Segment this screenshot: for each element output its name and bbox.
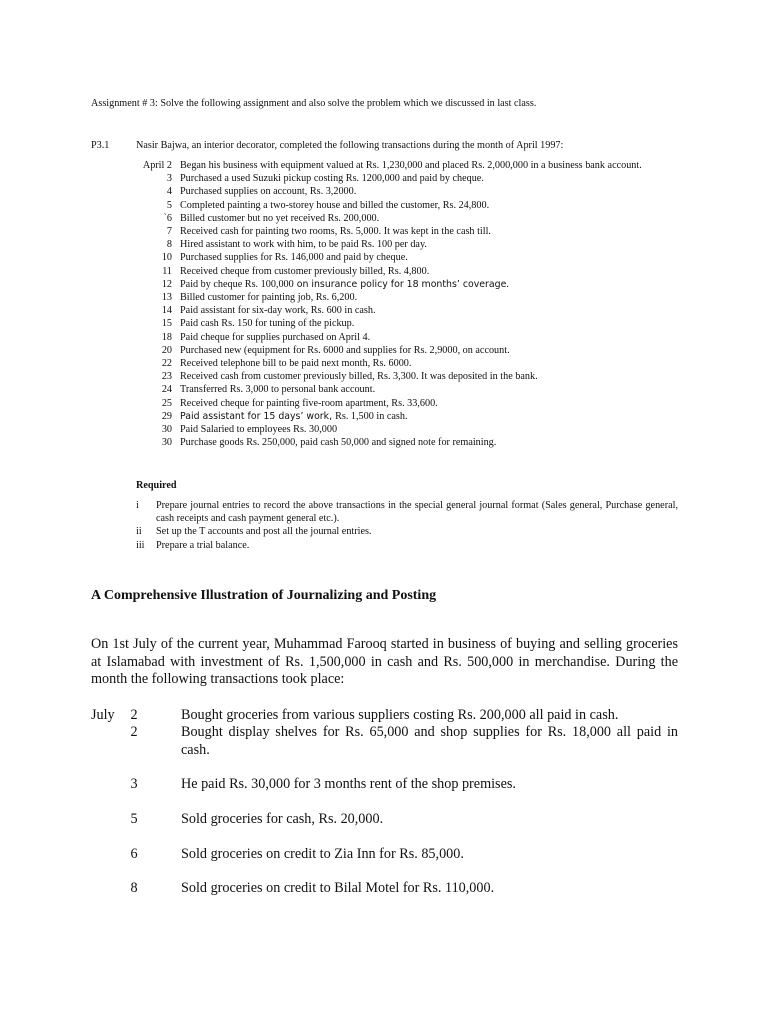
transaction-day: 30	[161, 437, 172, 449]
required-number: i	[136, 500, 139, 511]
transaction-row	[136, 331, 678, 344]
july-day: 2	[130, 724, 138, 740]
july-day: 6	[130, 846, 138, 862]
illustration-paragraph: On 1st July of the current year, Muhammad Farooq started in business of buying and selling groceries at Islamabad with investment of Rs. 1,500,000 in cash and Rs. 500,000 in merchandise. During the month the following transactions took place:	[91, 636, 678, 687]
required-number: ii	[136, 526, 142, 538]
transaction-row	[136, 344, 678, 357]
required-item	[136, 499, 678, 525]
section-heading: A Comprehensive Illustration of Journalizing and Posting	[91, 588, 437, 603]
july-day: 5	[130, 811, 138, 827]
july-day: 2	[130, 707, 138, 723]
transaction-text: Billed customer but no yet received Rs. 200,000.	[180, 212, 380, 224]
transaction-day: `6	[163, 212, 172, 224]
transaction-day: 24	[161, 384, 172, 396]
transaction-text-tail: .	[506, 278, 509, 290]
problem-intro: Nasir Bajwa, an interior decorator, completed the following transactions during the month of April 1997:	[136, 140, 564, 151]
transaction-text: Paid cash Rs. 150 for tuning of the pickup.	[180, 318, 355, 330]
transaction-day: 8	[166, 239, 172, 251]
transaction-text: Paid by cheque Rs. 100,000	[180, 278, 294, 290]
transaction-text: Paid Salaried to employees Rs. 30,000	[180, 424, 338, 436]
transaction-text: Paid assistant for six-day work, Rs. 600 in cash.	[180, 305, 376, 317]
transaction-text: Purchased supplies on account, Rs. 3,2000.	[180, 186, 357, 198]
transaction-text: Transferred Rs. 3,000 to personal bank account.	[180, 384, 376, 396]
required-item	[136, 539, 678, 552]
transaction-row	[136, 410, 678, 423]
transaction-day: 4	[166, 186, 172, 198]
transaction-text: Received cash from customer previously billed, Rs. 3,300. It was deposited in the bank.	[180, 371, 538, 383]
july-day: 3	[130, 776, 138, 792]
transaction-text: Purchased supplies for Rs. 146,000 and paid by cheque.	[180, 252, 408, 264]
transaction-row	[136, 357, 678, 370]
transaction-text: Purchased a used Suzuki pickup costing Rs. 1200,000 and paid by cheque.	[180, 173, 484, 185]
transaction-day: 18	[161, 331, 172, 343]
transaction-day: 29	[161, 410, 172, 422]
transaction-day: 13	[161, 292, 172, 304]
transaction-text: Received cash for painting two rooms, Rs. 5,000. It was kept in the cash till.	[180, 226, 491, 238]
transaction-row	[136, 199, 678, 212]
transaction-row	[136, 278, 678, 291]
transaction-text: Began his business with equipment valued at Rs. 1,230,000 and placed Rs. 2,000,000 in a business bank account.	[180, 160, 642, 171]
july-transaction: Bought display shelves for Rs. 65,000 and shop supplies for Rs. 18,000 all paid in cash.	[181, 724, 678, 758]
required-text: Prepare journal entries to record the above transactions in the special general journal format (Sales general, Purchase general, cash receipts and cash payment general etc.).	[156, 500, 678, 525]
transaction-text: Rs. 1,500 in cash.	[335, 410, 408, 422]
transaction-day: 7	[166, 226, 172, 238]
transaction-day: 5	[166, 199, 172, 211]
transaction-day: 20	[161, 344, 172, 356]
transaction-day: April 2	[142, 160, 172, 171]
transaction-list	[136, 159, 678, 449]
assignment-intro: Assignment # 3: Solve the following assignment and also solve the problem which we discussed in last class.	[91, 98, 537, 109]
transaction-day: 11	[162, 265, 172, 277]
transaction-handwritten-text: on insurance policy for 18 months’ coverage	[293, 278, 507, 290]
required-text: Prepare a trial balance.	[156, 539, 250, 551]
transaction-handwritten-text: Paid assistant for 15 days’ work,	[180, 410, 336, 422]
transaction-day: 3	[166, 173, 172, 185]
transaction-row	[136, 397, 678, 410]
required-list	[136, 499, 678, 552]
transaction-row	[136, 159, 678, 172]
transaction-row	[136, 238, 678, 251]
transaction-text: Purchase goods Rs. 250,000, paid cash 50,000 and signed note for remaining.	[180, 437, 497, 449]
transaction-text: Hired assistant to work with him, to be paid Rs. 100 per day.	[180, 239, 427, 251]
july-transaction: Bought groceries from various suppliers costing Rs. 200,000 all paid in cash.	[181, 707, 619, 723]
transaction-row	[136, 370, 678, 383]
transaction-row	[136, 291, 678, 304]
required-text: Set up the T accounts and post all the journal entries.	[156, 526, 372, 538]
transaction-text: Completed painting a two-storey house and billed the customer, Rs. 24,800.	[180, 199, 490, 211]
transaction-text: Received cheque from customer previously billed, Rs. 4,800.	[180, 265, 430, 277]
transaction-text: Received telephone bill to be paid next month, Rs. 6000.	[180, 358, 412, 370]
transaction-row	[136, 251, 678, 264]
transaction-row	[136, 185, 678, 198]
transaction-text-mixed	[180, 410, 678, 423]
transaction-day: 14	[161, 305, 172, 317]
july-transaction: Sold groceries for cash, Rs. 20,000.	[181, 811, 384, 827]
problem-label: P3.1	[91, 140, 110, 151]
transaction-row	[136, 225, 678, 238]
transaction-row	[136, 436, 678, 449]
transaction-text-mixed	[180, 278, 678, 291]
transaction-text: Received cheque for painting five-room apartment, Rs. 33,600.	[180, 397, 438, 409]
month-label: July	[91, 707, 115, 723]
transaction-day: 22	[161, 358, 172, 370]
transaction-day: 25	[161, 397, 172, 409]
transaction-day: 15	[161, 318, 172, 330]
transaction-row	[136, 265, 678, 278]
transaction-text: Purchased new (equipment for Rs. 6000 and supplies for Rs. 2,9000, on account.	[180, 344, 510, 356]
transaction-row	[136, 304, 678, 317]
required-title: Required	[136, 480, 177, 491]
transaction-text: Paid cheque for supplies purchased on April 4.	[180, 331, 371, 343]
july-transaction: Sold groceries on credit to Zia Inn for Rs. 85,000.	[181, 846, 464, 862]
transaction-text: Billed customer for painting job, Rs. 6,200.	[180, 292, 358, 304]
transaction-row	[136, 423, 678, 436]
transaction-row	[136, 212, 678, 225]
transaction-day: 12	[161, 278, 172, 290]
transaction-row	[136, 172, 678, 185]
july-transaction: Sold groceries on credit to Bilal Motel for Rs. 110,000.	[181, 880, 495, 896]
july-day: 8	[130, 880, 138, 896]
transaction-day: 23	[161, 371, 172, 383]
transaction-row	[136, 317, 678, 330]
transaction-row	[136, 383, 678, 396]
july-transaction: He paid Rs. 30,000 for 3 months rent of the shop premises.	[181, 776, 516, 792]
transaction-day: 10	[161, 252, 172, 264]
required-item	[136, 525, 678, 538]
transaction-day: 30	[161, 424, 172, 436]
required-number: iii	[136, 539, 145, 551]
